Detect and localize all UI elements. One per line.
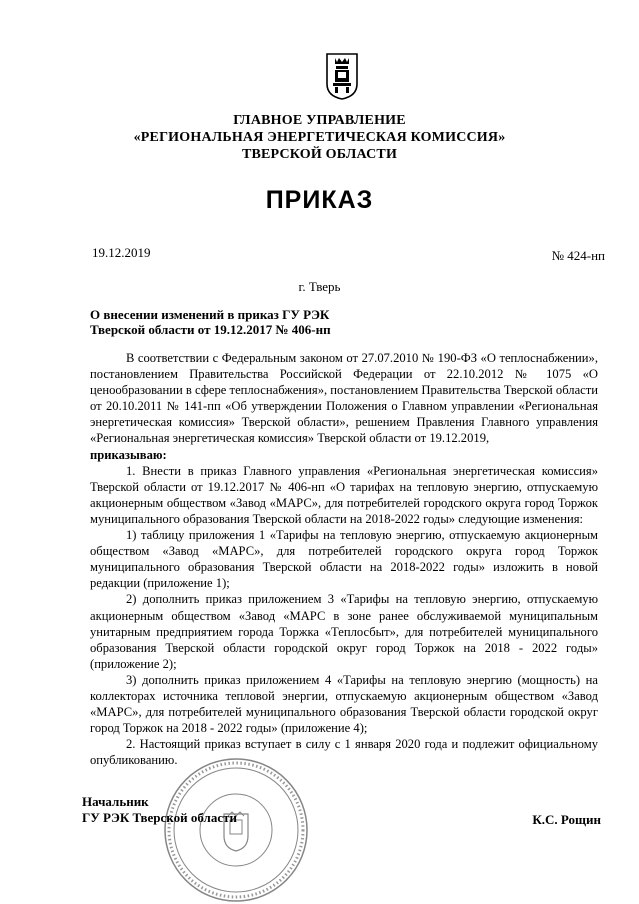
document-body	[90, 350, 598, 768]
position-line-1: Начальник	[82, 794, 149, 809]
subitem-3-paragraph: 3) дополнить приказ приложением 4 «Тарифы на тепловую энергию (мощность) на коллекторах источника тепловой энергии, отпускаемую акционерным обществом «Завод «МАРС», для потребителей муниципального образования Тверской области городской округ город Торжок на 2018 - 2022 годы» (приложение 4);	[90, 672, 598, 736]
signatory-position	[82, 794, 237, 826]
subject-line-2: Тверской области от 19.12.2017 № 406-нп	[90, 322, 331, 337]
org-line-1: ГЛАВНОЕ УПРАВЛЕНИЕ	[233, 113, 406, 128]
item-2-paragraph: 2. Настоящий приказ вступает в силу с 1 января 2020 года и подлежит официальному опубликованию.	[90, 737, 598, 768]
tver-coat-of-arms-icon	[325, 52, 359, 100]
document-title: ПРИКАЗ	[265, 186, 374, 214]
document-date: 19.12.2019	[92, 245, 151, 260]
organization-name	[0, 112, 639, 163]
subitem-1-paragraph: 1) таблицу приложения 1 «Тарифы на тепловую энергию, отпускаемую акционерным обществом «Завод «МАРС», для потребителей городского округа город Торжок муниципального образования Тверской области на 2018-2022 годы» изложить в новой редакции (приложение 1);	[90, 528, 598, 591]
official-round-seal-icon	[162, 756, 310, 904]
document-city: г. Тверь	[298, 279, 341, 294]
subitem-2-paragraph: 2) дополнить приказ приложением 3 «Тарифы на тепловую энергию, отпускаемую акционерным обществом «Завод «МАРС в зоне ранее обслуживаемой муниципальным унитарным предприятием города Торжка «Теплосбыт», для потребителей муниципального образования Тверской области городской округ город Торжок на 2018 - 2022 годы» (приложение 2);	[90, 592, 598, 671]
org-line-3: ТВЕРСКОЙ ОБЛАСТИ	[241, 147, 398, 162]
orders-word: приказываю:	[90, 447, 167, 462]
item-1-paragraph: 1. Внести в приказ Главного управления «Региональная энергетическая комиссия» Тверской области от 19.12.2017 № 406-нп «О тарифах на тепловую энергию, отпускаемую акционерным обществом «Завод «МАРС», для потребителей городского округа город Торжок муниципального образования Тверской области на 2018-2022 годы» следующие изменения:	[90, 463, 598, 526]
position-line-2: ГУ РЭК Тверской области	[82, 810, 237, 825]
subject-line-1: О внесении изменений в приказ ГУ РЭК	[90, 307, 330, 322]
signatory-name: К.С. Рощин	[532, 812, 601, 827]
document-number: № 424-нп	[551, 248, 605, 263]
preamble-paragraph: В соответствии с Федеральным законом от 27.07.2010 № 190-ФЗ «О теплоснабжении», постановлением Правительства Российской Федерации от 22.10.2012 № 1075 «О ценообразовании в сфере теплоснабжения», постановлением Правительства Тверской области от 20.10.2011 № 141-пп «Об утверждении Положения о Главном управлении «Региональная энергетическая комиссия» Тверской области», решением Правления Главного управления «Региональная энергетическая комиссия» Тверской области от 19.12.2019,	[90, 351, 598, 446]
document-subject	[90, 307, 331, 337]
org-line-2: «РЕГИОНАЛЬНАЯ ЭНЕРГЕТИЧЕСКАЯ КОМИССИЯ»	[133, 130, 506, 145]
